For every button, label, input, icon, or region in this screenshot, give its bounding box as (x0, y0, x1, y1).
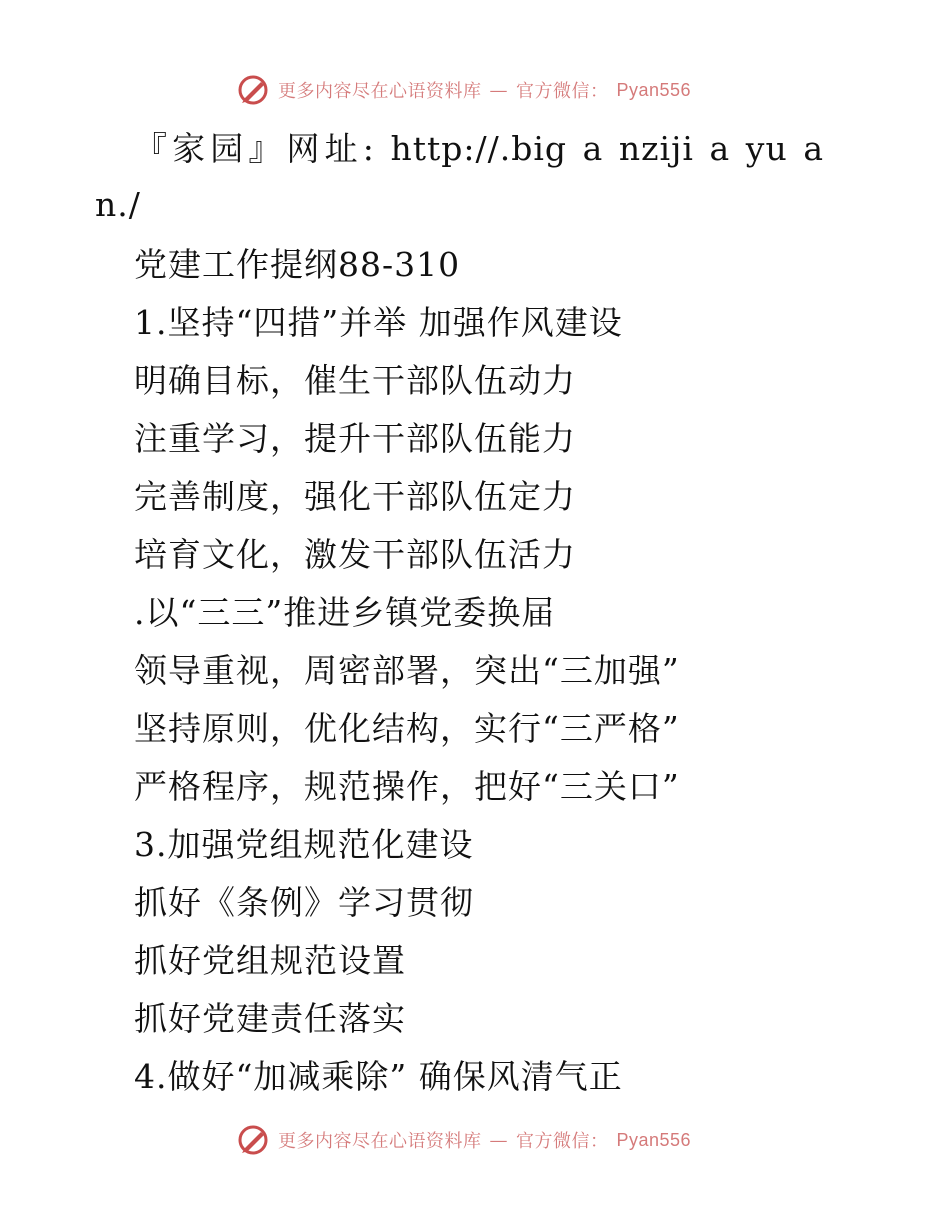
content-line: 抓好《条例》学习贯彻 (134, 883, 474, 922)
url-line-2: n./ (95, 185, 141, 224)
content-line: 培育文化，激发干部队伍活力 (134, 535, 576, 574)
content-line: 明确目标，催生干部队伍动力 (134, 361, 576, 400)
url-line-1: 『家园』网址: http://.big a nziji a yu a (134, 129, 824, 168)
document-body (0, 124, 950, 1114)
watermark-text: 更多内容尽在心语资料库 (278, 81, 482, 102)
watermark-separator: — (489, 1129, 508, 1151)
content-line: .以“三三”推进乡镇党委换届 (134, 593, 556, 632)
watermark-separator: — (489, 79, 508, 101)
watermark-footer (236, 1122, 691, 1158)
watermark-header (236, 72, 691, 108)
pen-logo-icon (236, 1123, 270, 1157)
pen-logo-icon (236, 73, 270, 107)
content-line: 抓好党建责任落实 (134, 999, 406, 1038)
watermark-wechat-id: Pyan556 (616, 1129, 692, 1150)
content-line: 注重学习，提升干部队伍能力 (134, 419, 576, 458)
content-line: 抓好党组规范设置 (134, 941, 406, 980)
content-line: 1.坚持“四措”并举 加强作风建设 (134, 303, 623, 342)
watermark-text: 更多内容尽在心语资料库 (278, 1131, 482, 1152)
content-line: 完善制度，强化干部队伍定力 (134, 477, 576, 516)
watermark-wechat-id: Pyan556 (616, 79, 692, 100)
content-line: 严格程序，规范操作，把好“三关口” (134, 767, 680, 806)
document-title: 党建工作提纲88-310 (134, 245, 461, 284)
watermark-wechat-label: 官方微信： (516, 81, 609, 102)
content-line: 3.加强党组规范化建设 (134, 825, 474, 864)
watermark-wechat-label: 官方微信： (516, 1131, 609, 1152)
content-line: 坚持原则，优化结构，实行“三严格” (134, 709, 680, 748)
content-line: 领导重视，周密部署，突出“三加强” (134, 651, 680, 690)
content-line: 4.做好“加减乘除” 确保风清气正 (134, 1057, 623, 1096)
